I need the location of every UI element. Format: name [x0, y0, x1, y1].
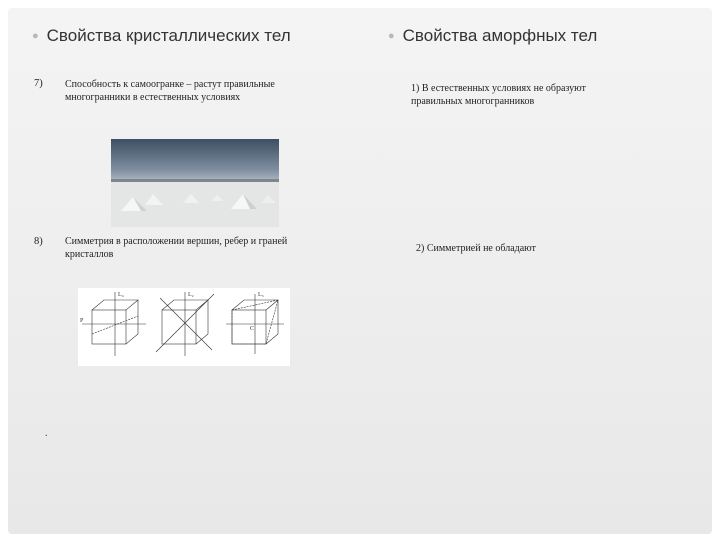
symmetry-diagram — [78, 288, 290, 366]
item-8-number: 8) — [34, 236, 43, 247]
slide — [8, 8, 712, 534]
amorphous-item-1-line1: 1) В естественных условиях не образуют — [411, 83, 586, 94]
bullet-icon: ● — [388, 30, 395, 42]
amorphous-item-2-line1: 2) Симметрией не обладают — [416, 243, 536, 254]
right-column-title — [388, 26, 597, 46]
right-title-text: Свойства аморфных тел — [402, 26, 598, 45]
salt-flat-image — [111, 139, 279, 227]
stray-mark: . — [45, 428, 48, 439]
amorphous-item-1 — [411, 82, 586, 108]
label-l2: L₂ — [188, 292, 194, 298]
left-title-text: Свойства кристаллических тел — [46, 26, 291, 45]
label-l3: L₃ — [258, 292, 264, 298]
label-p: P — [80, 318, 84, 324]
item-8-line2: кристаллов — [65, 249, 114, 260]
symmetry-diagram-image — [78, 288, 290, 366]
left-column-title — [32, 26, 291, 46]
item-7-text — [65, 78, 275, 104]
item-8-text — [65, 235, 287, 261]
item-8-line1: Симметрия в расположении вершин, ребер и граней — [65, 236, 288, 247]
label-c: C — [250, 326, 255, 332]
salt-flat-photo — [111, 139, 279, 227]
item-7-line1: Способность к самоогранке – растут правильные — [65, 79, 275, 90]
item-7-line2: многогранники в естественных условиях — [65, 92, 241, 103]
label-l4: L₄ — [118, 292, 124, 298]
amorphous-item-1-line2: правильных многогранников — [411, 96, 535, 107]
amorphous-item-2 — [416, 242, 536, 255]
bullet-icon: ● — [32, 30, 39, 42]
item-7-number: 7) — [34, 78, 43, 89]
